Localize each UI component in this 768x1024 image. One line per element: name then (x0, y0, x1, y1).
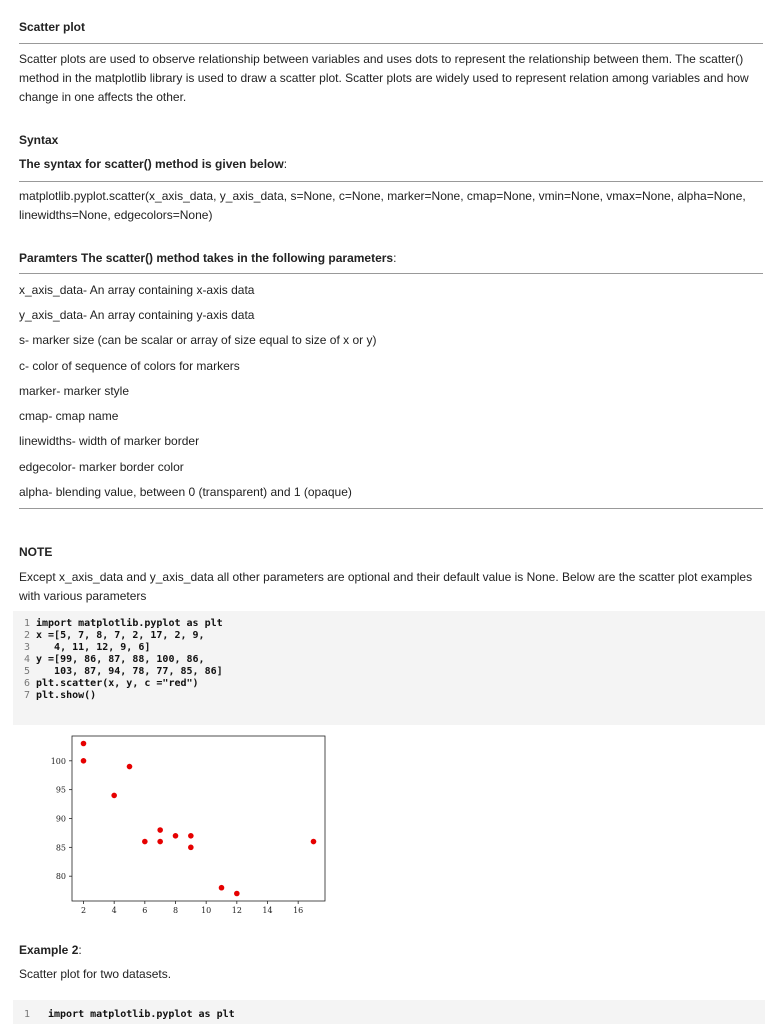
syntax-subheading-tail: : (283, 157, 288, 171)
x-tick-label: 2 (80, 906, 87, 915)
data-point (311, 839, 317, 845)
example2-heading-tail: : (78, 943, 82, 957)
code-line (24, 654, 765, 666)
code-text: import matplotlib.pyplot as plt (48, 1009, 235, 1020)
param-item: s- marker size (can be scalar or array of size equal to size of x or y) (19, 333, 377, 347)
line-number: 1 (24, 618, 31, 629)
x-axis (81, 901, 303, 915)
params-heading-tail: : (393, 251, 397, 265)
data-point (173, 833, 179, 839)
divider (19, 508, 763, 509)
code-text: 103, 87, 94, 78, 77, 85, 86] (36, 666, 223, 677)
code-text: 4, 11, 12, 9, 6] (36, 642, 151, 653)
line-number: 2 (24, 630, 31, 641)
data-point (111, 793, 117, 799)
divider (19, 43, 763, 44)
param-item: marker- marker style (19, 384, 130, 398)
param-item: cmap- cmap name (19, 409, 119, 423)
syntax-signature: matplotlib.pyplot.scatter(x_axis_data, y_axis_data, s=None, c=None, marker=None, cmap=None, vmin=None, vmax=None, alpha=None, linewidths=None, edgecolors=None) (19, 189, 746, 222)
syntax-heading: Syntax (19, 133, 59, 147)
code-text: y =[99, 86, 87, 88, 100, 86, (36, 654, 205, 665)
data-point (219, 885, 225, 891)
code-text: x =[5, 7, 8, 7, 2, 17, 2, 9, (36, 630, 205, 641)
line-number: 7 (24, 690, 31, 701)
param-item: edgecolor- marker border color (19, 460, 184, 474)
code-line (24, 642, 765, 654)
line-number: 1 (24, 1009, 31, 1020)
params-heading (19, 251, 396, 265)
data-point (142, 839, 148, 845)
intro-paragraph: Scatter plots are used to observe relationship between variables and uses dots to represent the relationship between them. The scatter() method in the matplotlib library is used to draw a scatter plot. Scatter plots are widely used to represent relation among variables and how change in one affects the other. (19, 52, 749, 104)
y-axis (51, 757, 72, 881)
param-item: c- color of sequence of colors for markers (19, 359, 240, 373)
line-number: 4 (24, 654, 31, 665)
x-tick-label: 12 (231, 906, 242, 915)
param-item: x_axis_data- An array containing x-axis data (19, 283, 255, 297)
code-block-example-2[interactable] (13, 1000, 765, 1024)
code-line (24, 1009, 765, 1021)
x-tick-label: 4 (111, 906, 117, 915)
code-line (24, 618, 765, 630)
example2-heading (19, 943, 82, 957)
data-point (234, 891, 240, 897)
y-tick-label: 95 (55, 785, 66, 795)
data-point (188, 845, 194, 851)
x-tick-label: 16 (293, 906, 304, 915)
divider (19, 273, 763, 274)
y-tick-label: 100 (50, 756, 66, 766)
param-item: linewidths- width of marker border (19, 434, 200, 448)
data-points (81, 741, 317, 897)
example2-text: Scatter plot for two datasets. (19, 967, 172, 981)
x-tick-label: 14 (262, 906, 273, 915)
syntax-subheading (19, 157, 287, 171)
x-tick-label: 6 (142, 906, 148, 915)
x-tick-label: 10 (201, 906, 212, 915)
data-point (188, 833, 194, 839)
y-tick-label: 80 (55, 872, 66, 882)
y-tick-label: 90 (55, 814, 66, 824)
x-tick-label: 8 (172, 906, 179, 915)
note-heading: NOTE (19, 545, 53, 559)
line-number: 5 (24, 666, 31, 677)
data-point (157, 827, 163, 833)
param-item: alpha- blending value, between 0 (transparent) and 1 (opaque) (19, 485, 352, 499)
param-item: y_axis_data- An array containing y-axis data (19, 308, 255, 322)
code-line (24, 666, 765, 678)
data-point (127, 764, 133, 770)
note-paragraph: Except x_axis_data and y_axis_data all other parameters are optional and their default value is None. Below are the scatter plot examples with various parameters (19, 570, 753, 603)
data-point (81, 741, 87, 747)
params-heading-bold: Paramters The scatter() method takes in the following parameters (19, 251, 394, 265)
line-number: 6 (24, 678, 31, 689)
code-line (24, 690, 765, 702)
example2-heading-bold: Example 2 (19, 943, 79, 957)
section-title: Scatter plot (19, 20, 86, 34)
code-text: import matplotlib.pyplot as plt (36, 618, 223, 629)
code-block-example-1[interactable] (13, 611, 765, 725)
code-line (24, 678, 765, 690)
line-number: 3 (24, 642, 31, 653)
data-point (81, 758, 87, 764)
syntax-subheading-bold: The syntax for scatter() method is given below (19, 157, 284, 171)
plot-frame (72, 736, 325, 901)
code-text: plt.scatter(x, y, c ="red") (36, 678, 199, 689)
divider (19, 181, 763, 182)
y-tick-label: 85 (55, 843, 66, 853)
data-point (157, 839, 163, 845)
code-line (24, 630, 765, 642)
code-text: plt.show() (36, 690, 97, 701)
